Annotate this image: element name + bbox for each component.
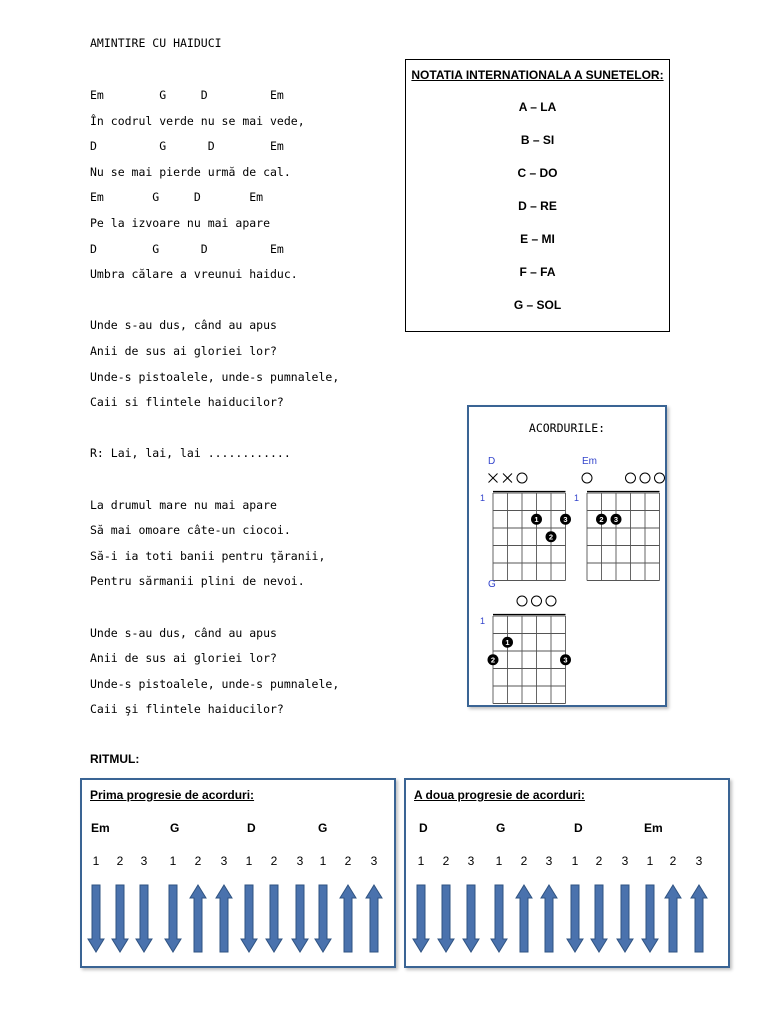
note-item: E – MI <box>520 232 555 246</box>
beat-number: 3 <box>695 854 703 868</box>
lyric-line: Nu se mai pierde urmă de cal. <box>90 164 291 179</box>
finger-number: 3 <box>613 515 619 525</box>
chord-diagrams-box <box>467 405 667 707</box>
lyric-line: La drumul mare nu mai apare <box>90 497 277 512</box>
note-item: B – SI <box>520 133 555 147</box>
strum-up-arrow <box>541 885 557 952</box>
progression-chord: Em <box>644 821 663 835</box>
lyric-line: Să mai omoare câte-un ciocoi. <box>90 523 291 538</box>
beat-number: 1 <box>646 854 654 868</box>
strum-down-arrow <box>112 885 128 952</box>
lyric-line: Unde-s pistoalele, unde-s pumnalele, <box>90 369 340 384</box>
strum-arrows <box>82 780 394 966</box>
note-item: A – LA <box>518 100 557 114</box>
strum-down-arrow <box>136 885 152 952</box>
lyric-line: Unde s-au dus, când au apus <box>90 318 277 333</box>
note-item: D – RE <box>518 199 557 213</box>
beat-number: 1 <box>169 854 177 868</box>
notation-title: NOTATIA INTERNATIONALA A SUNETELOR: <box>411 68 664 82</box>
chord-name: D <box>488 456 496 467</box>
strum-down-arrow <box>88 885 104 952</box>
chord-name: G <box>488 579 496 590</box>
progression-box-2 <box>404 778 730 968</box>
lyric-line: Caii si flintele haiducilor? <box>90 395 284 410</box>
strum-up-arrow <box>665 885 681 952</box>
progression-title: A doua progresie de acorduri: <box>414 788 585 802</box>
beat-number: 3 <box>296 854 304 868</box>
finger-number: 3 <box>563 655 568 665</box>
beat-number: 1 <box>495 854 503 868</box>
beat-number: 1 <box>245 854 253 868</box>
beat-number: 2 <box>116 854 124 868</box>
strum-up-arrow <box>216 885 232 952</box>
chord-line: D G D Em <box>90 139 284 154</box>
progression-chord: G <box>496 821 506 835</box>
strum-up-arrow <box>190 885 206 952</box>
lyric-line: Caii şi flintele haiducilor? <box>90 702 284 717</box>
beat-number: 3 <box>140 854 148 868</box>
chords-title: ACORDURILE: <box>528 421 606 435</box>
lyric-line: Anii de sus ai gloriei lor? <box>90 651 277 666</box>
beat-number: 1 <box>92 854 100 868</box>
strum-up-arrow <box>691 885 707 952</box>
beat-number: 3 <box>370 854 378 868</box>
strum-down-arrow <box>292 885 308 952</box>
beat-number: 2 <box>270 854 278 868</box>
chord-line: Em G D Em <box>90 190 264 205</box>
chord-name: Em <box>582 456 597 467</box>
strum-down-arrow <box>617 885 633 952</box>
progression-chord: Em <box>91 821 110 835</box>
fret-number-label: 1 <box>574 493 580 503</box>
beat-number: 2 <box>595 854 603 868</box>
beat-number: 3 <box>467 854 475 868</box>
beat-number: 1 <box>571 854 579 868</box>
open-string-marker <box>532 596 542 606</box>
strum-down-arrow <box>438 885 454 952</box>
strum-down-arrow <box>165 885 181 952</box>
strum-down-arrow <box>491 885 507 952</box>
lyric-line: În codrul verde nu se mai vede, <box>90 113 305 128</box>
note-item: F – FA <box>519 265 556 279</box>
strum-up-arrow <box>516 885 532 952</box>
lyric-line: Umbra călare a vreunui haiduc. <box>90 267 298 282</box>
chord-line: D G D Em <box>90 241 284 256</box>
lyric-line: Pentru sărmanii plini de nevoi. <box>90 574 305 589</box>
finger-number: 3 <box>563 515 568 525</box>
finger-number: 1 <box>505 638 510 648</box>
strum-down-arrow <box>463 885 479 952</box>
open-string-marker <box>640 473 650 483</box>
strum-down-arrow <box>567 885 583 952</box>
open-string-marker <box>546 596 556 606</box>
lyric-line: Unde-s pistoalele, unde-s pumnalele, <box>90 676 340 691</box>
song-title: AMINTIRE CU HAIDUCI <box>90 36 222 50</box>
beat-number: 3 <box>545 854 553 868</box>
beat-number: 2 <box>520 854 528 868</box>
beat-number: 1 <box>417 854 425 868</box>
beat-number: 2 <box>194 854 202 868</box>
finger-number: 2 <box>490 655 496 665</box>
open-string-marker <box>517 596 527 606</box>
strum-up-arrow <box>340 885 356 952</box>
progression-title: Prima progresie de acorduri: <box>90 788 255 802</box>
open-string-marker <box>626 473 636 483</box>
strum-down-arrow <box>266 885 282 952</box>
lyric-line: Pe la izvoare nu mai apare <box>90 216 271 230</box>
fret-number-label: 1 <box>480 493 486 503</box>
beat-number: 3 <box>220 854 228 868</box>
beat-number: 2 <box>344 854 352 868</box>
strum-down-arrow <box>591 885 607 952</box>
lyric-line: Să-i ia toti banii pentru ţăranii, <box>90 548 326 563</box>
open-string-marker <box>582 473 592 483</box>
progression-box-1 <box>80 778 396 968</box>
note-item: G – SOL <box>513 298 562 312</box>
finger-number: 1 <box>534 515 539 525</box>
beat-number: 2 <box>669 854 677 868</box>
progression-chord: D <box>419 821 428 835</box>
strum-down-arrow <box>413 885 429 952</box>
note-item: C – DO <box>517 166 558 180</box>
beat-number: 3 <box>621 854 629 868</box>
strum-down-arrow <box>241 885 257 952</box>
finger-number: 2 <box>599 515 604 525</box>
chord-diagrams <box>469 407 665 705</box>
notation-box <box>405 59 670 332</box>
lyric-line: Unde s-au dus, când au apus <box>90 625 277 640</box>
strum-up-arrow <box>366 885 382 952</box>
finger-number: 2 <box>548 532 554 542</box>
progression-chord: G <box>170 821 180 835</box>
strum-arrows <box>406 780 728 966</box>
open-string-marker <box>517 473 527 483</box>
rhythm-label: RITMUL: <box>90 752 140 766</box>
lyric-line: Anii de sus ai gloriei lor? <box>90 344 277 358</box>
chord-line: Em G D Em <box>90 88 284 102</box>
progression-chord: G <box>318 821 328 835</box>
fret-number-label: 1 <box>480 616 486 626</box>
lyric-line: R: Lai, lai, lai ............ <box>90 446 291 461</box>
strum-down-arrow <box>642 885 658 952</box>
progression-chord: D <box>247 821 256 835</box>
beat-number: 2 <box>442 854 450 868</box>
beat-number: 1 <box>319 854 327 868</box>
strum-down-arrow <box>315 885 331 952</box>
open-string-marker <box>655 473 665 483</box>
progression-chord: D <box>574 821 583 835</box>
